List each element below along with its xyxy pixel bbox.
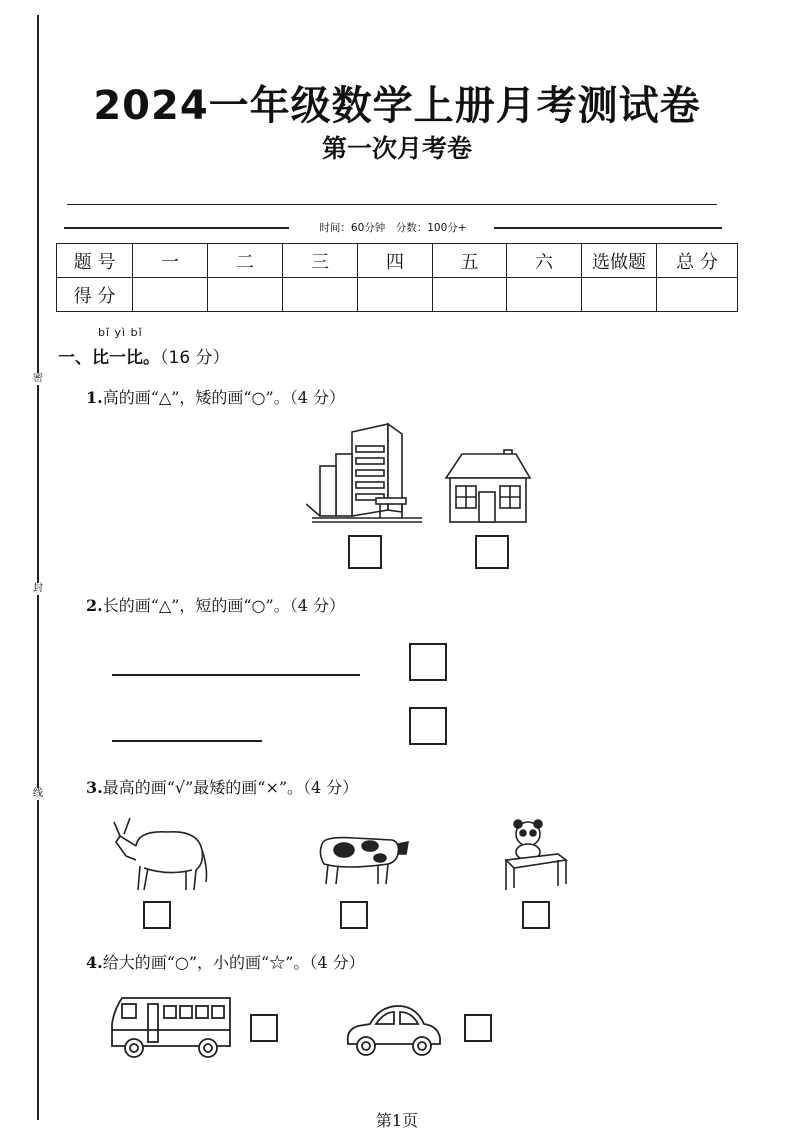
score-cell[interactable] [283,278,358,312]
score-cell[interactable] [582,278,657,312]
car-illustration [342,1000,444,1058]
binding-label-closed: 封 [30,583,46,595]
page-subtitle: 第一次月考卷 [321,134,472,163]
question-text: 高的画“△”，矮的画“○”。（4 分） [102,388,345,407]
panda-on-table-illustration [500,818,570,892]
score-row-label: 得 分 [57,278,133,312]
long-line [112,674,360,676]
section-title: 一、比一比。 [58,348,160,368]
question-number: 2. [86,596,103,615]
page-title: 2024一年级数学上册月考测试卷 [93,83,701,129]
score-table-header-row [57,244,738,278]
question-number: 4. [86,953,103,972]
score-header-cell: 一 [133,244,208,278]
question-number: 3. [86,778,103,797]
score-cell[interactable] [433,278,507,312]
house-illustration [442,448,534,526]
score-header-cell: 六 [507,244,582,278]
score-cell[interactable] [358,278,433,312]
exam-meta-line [64,219,722,235]
answer-box-bus[interactable] [250,1014,278,1042]
question-1 [86,385,345,408]
section-pinyin: bǐ yì bǐ [98,326,143,339]
page-number: 第1页 [375,1111,419,1130]
answer-box-tall-cow[interactable] [143,901,171,929]
score-header-cell: 四 [358,244,433,278]
answer-box-short-line[interactable] [409,707,447,745]
score-cell[interactable] [507,278,582,312]
cow-illustration [314,830,410,890]
bus-illustration [108,994,234,1060]
score-table [56,243,738,312]
header-divider [67,204,717,205]
answer-box-house[interactable] [475,535,509,569]
binding-line [37,15,39,1120]
score-cell[interactable] [657,278,738,312]
score-header-cell: 三 [283,244,358,278]
binding-label-seal: 密 [30,373,46,385]
score-header-cell: 题 号 [57,244,133,278]
score-header-cell: 总 分 [657,244,738,278]
answer-box-car[interactable] [464,1014,492,1042]
score-header-cell: 二 [208,244,283,278]
score-cell[interactable] [133,278,208,312]
exam-meta: 时间：60分钟 分数：100分+ [315,222,470,234]
question-4 [86,950,365,973]
question-text: 最高的画“√”最矮的画“×”。（4 分） [102,778,359,797]
section-points: （16 分） [160,348,230,368]
score-header-cell: 五 [433,244,507,278]
answer-box-building[interactable] [348,535,382,569]
tall-cow-illustration [108,812,210,894]
question-number: 1. [86,388,103,407]
score-cell[interactable] [208,278,283,312]
score-header-cell: 选做题 [582,244,657,278]
short-line [112,740,262,742]
question-text: 长的画“△”，短的画“○”。（4 分） [102,596,345,615]
answer-box-cow[interactable] [340,901,368,929]
section-heading [58,343,230,368]
question-3 [86,775,358,798]
score-table-score-row [57,278,738,312]
question-2 [86,593,345,616]
answer-box-long-line[interactable] [409,643,447,681]
question-text: 给大的画“○”，小的画“☆”。（4 分） [102,953,365,972]
tall-building-illustration [306,420,424,526]
binding-label-line: 线 [30,788,46,800]
answer-box-panda[interactable] [522,901,550,929]
